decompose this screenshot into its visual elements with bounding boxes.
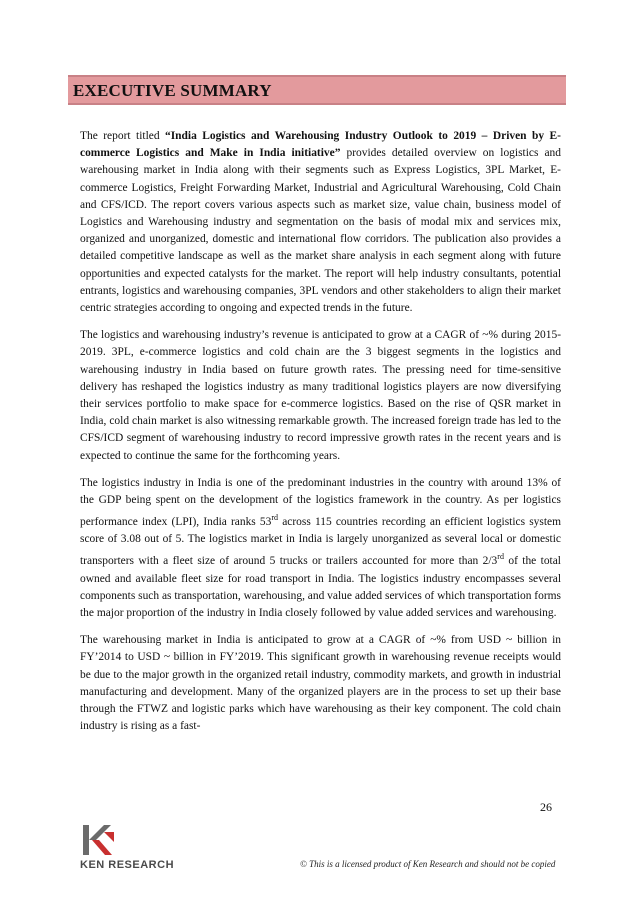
report-title: “India Logistics and Warehousing Industry Outlook to 2019 – Driven by E-commerce Logistics and Make in India initiative” — [80, 130, 561, 160]
paragraph-3 — [80, 475, 561, 622]
section-banner — [68, 75, 566, 105]
document-body — [80, 128, 561, 745]
superscript-rd-1: rd — [271, 513, 279, 523]
paragraph-4: The warehousing market in India is anticipated to grow at a CAGR of ~% from USD ~ billion in FY’2014 to USD ~ billion in FY’2019. This significant growth in warehousing revenue receipts would be due to the major growth in the organized retail industry, commodity markets, and growth in industrial manufacturing and development. Many of the organized players are in the process to set up their base through the FTWZ and logistic parks which have warehousing as their key component. The cold chain industry is rising as a fast- — [80, 634, 561, 733]
paragraph-1-intro: The report titled — [80, 130, 166, 142]
paragraph-3-part-3: of the total owned and available fleet size for road transport in India. The logistics industry encompasses several components such as transportation, warehousing, and value added services of which transportation forms the major proportion of the industry in India closely followed by value added services and warehousing. — [80, 555, 561, 619]
logo-wordmark: KEN RESEARCH — [80, 859, 175, 871]
page-number: 26 — [540, 800, 552, 814]
paragraph-2: The logistics and warehousing industry’s revenue is anticipated to grow at a CAGR of ~% during 2015-2019. 3PL, e-commerce logistics and cold chain are the 3 biggest segments in the logistics and warehousing industry in India based on future growth rates. The pressing need for time-sensitive delivery has reshaped the logistics industry as many traditional logistics players are now diversifying their services portfolio to make space for e-commerce logistics. Based on the rise of QSR market in India, cold chain market is also witnessing remarkable growth. The increased foreign trade has led to the CFS/ICD segment of warehousing industry to record impressive growth rates in the recent years and is expected to continue the same for the forthcoming years. — [80, 329, 561, 462]
paragraph-3-part-1: The logistics industry in India is one of the predominant industries in the country with around 13% of the GDP being spent on the development of the logistics framework in the country. As per logistics performance index (LPI), India ranks 53 — [80, 476, 561, 529]
paragraph-3-part-2: across 115 countries recording an efficient logistics system score of 3.08 out of 5. The logistics market in India is largely unorganized as several local or domestic transporters with a fleet size of around 5 trucks or trailers accounted for more than 2/3 — [80, 516, 561, 568]
copyright-notice: © This is a licensed product of Ken Research and should not be copied — [300, 859, 556, 869]
section-title: EXECUTIVE SUMMARY — [73, 81, 272, 100]
paragraph-1 — [80, 128, 561, 317]
superscript-rd-2: rd — [497, 552, 504, 562]
paragraph-1-rest: provides detailed overview on logistics and warehousing market in India along with their segments such as Express Logistics, 3PL Market, E-commerce Logistics, Freight Forwarding Market, Industrial and Agricultural Warehousing, Cold Chain and CFS/ICD. The report covers various aspects such as market size, value chain, business model of Logistics and Warehousing industry and segmentation on the basis of modal mix and services mix, organized and unorganized, domestic and international flow corridors. The publication also provides a detailed competitive landscape as well as the market share analysis in each segment along with future opportunities and expected catalysts for the market. The report will help industry consultants, potential entrants, logistics and warehousing companies, 3PL vendors and other stakeholders to align their market centric strategies according to ongoing and expected trends in the future. — [80, 147, 561, 315]
